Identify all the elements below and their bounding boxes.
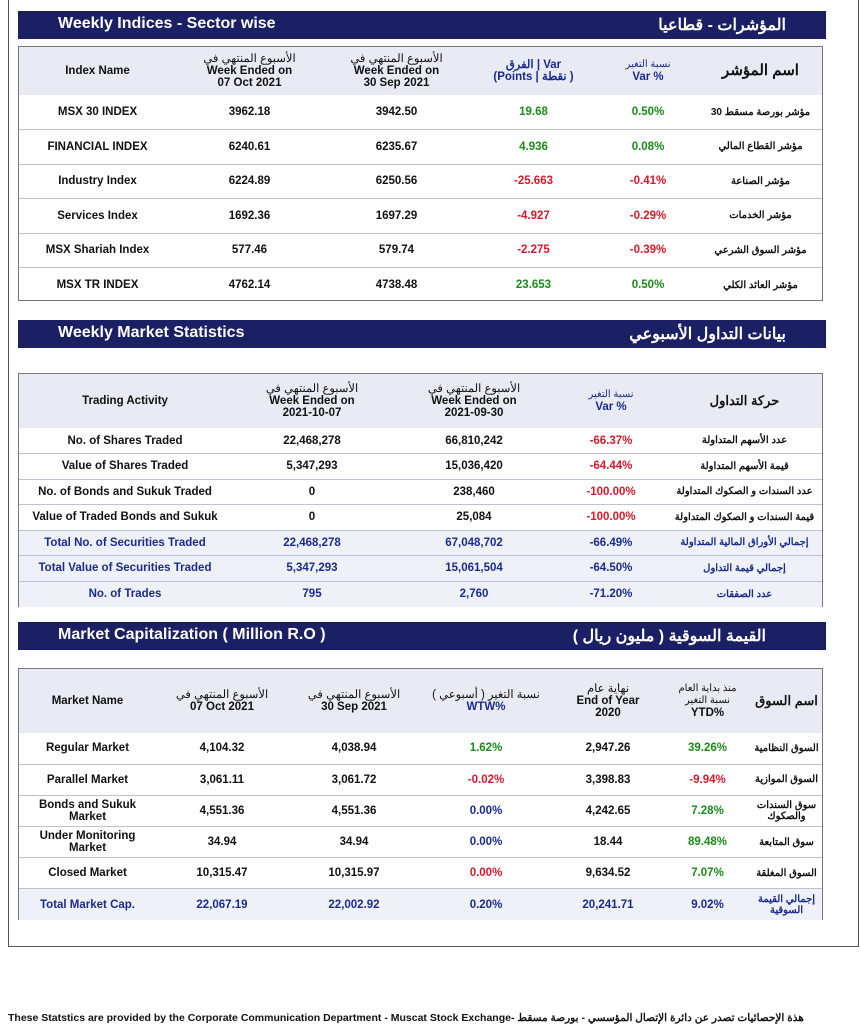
cap-ytd-pct: -9.94%: [664, 764, 751, 795]
col-week2: [323, 47, 470, 95]
stats-row: [19, 530, 822, 556]
stats-var-pct: -64.50%: [555, 556, 667, 582]
cap-market-name-ar: السوق المغلقة: [751, 858, 822, 889]
cap-market-name-ar: إجمالي القيمة السوقية: [751, 889, 822, 920]
col-var-pct-en: Var %: [632, 71, 664, 83]
stats-table-box: [18, 373, 823, 607]
col-stats-week2-ar: الأسبوع المنتهي في: [427, 383, 521, 395]
stats-week1-value: 22,468,278: [231, 530, 393, 556]
col-cap-wtw-en: WTW%: [466, 701, 506, 713]
col-var-line2: (Points | نقطة ): [493, 71, 574, 83]
cap-week1-value: 22,067.19: [156, 889, 288, 920]
index-week2-value: 1697.29: [323, 199, 470, 234]
col-cap-wtw-ar: نسبة التغير ( أسبوعي ): [432, 689, 540, 701]
stats-week1-value: 0: [231, 505, 393, 531]
col-stats-pct-ar: نسبة التغير: [588, 389, 634, 400]
index-week1-value: 577.46: [176, 233, 323, 268]
col-stats-week1-en: Week Ended on: [269, 395, 355, 407]
index-week1-value: 4762.14: [228, 279, 271, 291]
cap-week2-value: 10,315.97: [288, 858, 420, 889]
stats-table: [19, 374, 822, 607]
cap-ytd-pct: 39.26%: [664, 733, 751, 764]
col-week1: [176, 47, 323, 95]
col-activity-ar: حركة التداول: [667, 374, 822, 428]
col-cap-ytd-ar2: نسبة التغير: [684, 695, 731, 706]
index-var-points: 4.936: [470, 130, 597, 165]
stats-activity-name-ar: عدد الأسهم المتداولة: [667, 428, 822, 454]
stats-row: [19, 556, 822, 582]
cap-ytd-pct: 7.28%: [664, 795, 751, 826]
index-name: MSX 30 INDEX: [19, 95, 176, 130]
col-stats-week2-en: Week Ended on: [431, 395, 517, 407]
cap-week2-value: 4,038.94: [288, 733, 420, 764]
cap-row: [19, 795, 822, 826]
cap-week1-value: 10,315.47: [156, 858, 288, 889]
col-cap-ytd-ar1: منذ بداية العام: [678, 683, 737, 694]
stats-week1-value: 5,347,293: [231, 454, 393, 480]
cap-end-of-year: 18.44: [552, 827, 664, 858]
col-cap-ytd: [664, 669, 751, 733]
index-name-ar: مؤشر العائد الكلي: [723, 279, 798, 291]
stats-week2-value: 238,460: [393, 479, 555, 505]
col-index-name: Index Name: [19, 47, 176, 95]
cap-ytd-pct: 89.48%: [664, 827, 751, 858]
cap-market-name: Bonds and Sukuk Market: [19, 795, 156, 826]
index-week1-value: 6240.61: [176, 130, 323, 165]
cap-end-of-year: 4,242.65: [552, 795, 664, 826]
index-week1-value: 3962.18: [176, 95, 323, 130]
cap-week2-value: 34.94: [288, 827, 420, 858]
col-stats-pct-en: Var %: [595, 401, 627, 413]
cap-market-name-ar: سوق السندات والصكوك: [751, 795, 822, 826]
stats-var-pct: -71.20%: [555, 581, 667, 607]
cap-wtw-pct: 0.00%: [420, 795, 552, 826]
stats-activity-name: No. of Shares Traded: [19, 428, 231, 454]
cap-week1-value: 4,104.32: [156, 733, 288, 764]
cap-market-name: Total Market Cap.: [19, 889, 156, 920]
stats-row: [19, 428, 822, 454]
stats-row: [19, 581, 822, 607]
stats-week2-value: 66,810,242: [393, 428, 555, 454]
index-name: MSX Shariah Index: [19, 233, 176, 268]
col-cap-wtw: [420, 669, 552, 733]
col-market-name: Market Name: [19, 669, 156, 733]
cap-table: [19, 669, 822, 920]
cap-market-name: Under Monitoring Market: [19, 827, 156, 858]
stats-activity-name-ar: عدد الصفقات: [667, 581, 822, 607]
stats-week1-value: 22,468,278: [231, 428, 393, 454]
index-var-pct: -0.39%: [597, 233, 699, 268]
stats-week2-value: 15,061,504: [393, 556, 555, 582]
index-var-pct: -0.29%: [597, 199, 699, 234]
col-stats-pct: [555, 374, 667, 428]
cap-week1-value: 34.94: [156, 827, 288, 858]
stats-activity-name: No. of Trades: [19, 581, 231, 607]
stats-row: [19, 505, 822, 531]
stats-var-pct: -66.49%: [555, 530, 667, 556]
col-cap-week2: [288, 669, 420, 733]
index-var-pct: 0.50%: [597, 95, 699, 130]
stats-week2-value: 25,084: [393, 505, 555, 531]
col-week2-en: Week Ended on: [353, 65, 440, 77]
cap-row: [19, 889, 822, 920]
index-var-points: -2.275: [470, 233, 597, 268]
col-cap-eoy-en: End of Year: [576, 695, 640, 707]
index-name: Services Index: [19, 199, 176, 234]
stats-week2-value: 15,036,420: [393, 454, 555, 480]
col-cap-week1-date: 07 Oct 2021: [190, 701, 254, 713]
cap-row: [19, 764, 822, 795]
index-week2-value: 579.74: [323, 233, 470, 268]
col-cap-week1-ar: الأسبوع المنتهي في: [175, 689, 269, 701]
col-market-name-ar: اسم السوق: [751, 669, 822, 733]
col-var-line1: الفرق | Var: [505, 59, 562, 71]
col-stats-week1-date: 2021-10-07: [282, 407, 342, 419]
cap-market-name-ar: السوق النظامية: [751, 733, 822, 764]
indices-title-en: Weekly Indices - Sector wise: [58, 15, 276, 32]
index-var-pct: 0.50%: [631, 279, 665, 291]
cap-week2-value: 3,061.72: [288, 764, 420, 795]
index-week2-value: 6235.67: [323, 130, 470, 165]
index-row: [19, 164, 822, 199]
col-cap-eoy-ar: نهاية عام: [586, 683, 630, 695]
col-cap-eoy-year: 2020: [595, 707, 621, 719]
cap-title-en: Market Capitalization ( Million R.O ): [58, 626, 326, 643]
stats-activity-name-ar: قيمة السندات و الصكوك المتداولة: [667, 505, 822, 531]
cap-week2-value: 22,002.92: [288, 889, 420, 920]
col-activity: Trading Activity: [19, 374, 231, 428]
col-cap-week1: [156, 669, 288, 733]
cap-wtw-pct: 1.62%: [420, 733, 552, 764]
index-row: [19, 130, 822, 165]
cap-market-name-ar: السوق الموازية: [751, 764, 822, 795]
index-week2-value: 6250.56: [323, 164, 470, 199]
index-row: [19, 95, 822, 130]
col-cap-week2-date: 30 Sep 2021: [321, 701, 387, 713]
stats-title-ar: بيانات التداول الأسبوعي: [629, 326, 786, 343]
index-var-points: -4.927: [470, 199, 597, 234]
col-week2-ar: الأسبوع المنتهي في: [350, 53, 443, 65]
col-index-name-ar: اسم المؤشر: [699, 47, 822, 95]
index-name-ar: مؤشر بورصة مسقط 30: [699, 95, 822, 130]
cap-row: [19, 827, 822, 858]
stats-week2-value: 2,760: [393, 581, 555, 607]
cap-market-name: Closed Market: [19, 858, 156, 889]
index-week1-value: 1692.36: [176, 199, 323, 234]
cap-end-of-year: 2,947.26: [552, 733, 664, 764]
index-row: [19, 233, 822, 268]
cap-wtw-pct: 0.20%: [420, 889, 552, 920]
index-var-pct: -0.41%: [597, 164, 699, 199]
stats-activity-name-ar: إجمالي الأوراق المالية المتداولة: [667, 530, 822, 556]
stats-activity-name: Value of Traded Bonds and Sukuk: [19, 505, 231, 531]
index-week2-value: 3942.50: [323, 95, 470, 130]
index-week1-value: 6224.89: [176, 164, 323, 199]
stats-title-bar: [18, 320, 826, 348]
cap-wtw-pct: 0.00%: [420, 858, 552, 889]
stats-activity-name: Total No. of Securities Traded: [19, 530, 231, 556]
cap-end-of-year: 20,241.71: [552, 889, 664, 920]
stats-var-pct: -100.00%: [555, 505, 667, 531]
index-name-ar: مؤشر الخدمات: [699, 199, 822, 234]
indices-table: [19, 47, 822, 302]
stats-title-en: Weekly Market Statistics: [58, 324, 245, 341]
cap-ytd-pct: 7.07%: [664, 858, 751, 889]
cap-week1-value: 4,551.36: [156, 795, 288, 826]
col-stats-week1: [231, 374, 393, 428]
col-week2-date: 30 Sep 2021: [363, 77, 430, 89]
index-name-ar: مؤشر القطاع المالي: [699, 130, 822, 165]
stats-activity-name: Total Value of Securities Traded: [19, 556, 231, 582]
cap-row: [19, 733, 822, 764]
cap-table-box: [18, 668, 823, 920]
col-stats-week2-date: 2021-09-30: [444, 407, 504, 419]
cap-ytd-pct: 9.02%: [664, 889, 751, 920]
col-week1-en: Week Ended on: [206, 65, 293, 77]
cap-end-of-year: 9,634.52: [552, 858, 664, 889]
stats-week1-value: 795: [231, 581, 393, 607]
footer-note: These Statstics are provided by the Corporate Communication Department - Muscat Stock Exchange- هذة الإحصائيات تصدر عن دائرة الإتصال المؤسسي - بورصة مسقط: [8, 1012, 804, 1024]
col-var-points: [470, 47, 597, 95]
col-cap-week2-ar: الأسبوع المنتهي في: [307, 689, 401, 701]
cap-title-bar: [18, 622, 826, 650]
stats-activity-name-ar: إجمالي قيمة التداول: [667, 556, 822, 582]
col-week1-ar: الأسبوع المنتهي في: [203, 53, 296, 65]
cap-end-of-year: 3,398.83: [552, 764, 664, 795]
cap-wtw-pct: 0.00%: [420, 827, 552, 858]
cap-week2-value: 4,551.36: [288, 795, 420, 826]
index-var-points: 19.68: [470, 95, 597, 130]
stats-week1-value: 0: [231, 479, 393, 505]
stats-activity-name-ar: عدد السندات و الصكوك المتداولة: [667, 479, 822, 505]
stats-var-pct: -100.00%: [555, 479, 667, 505]
index-name: MSX TR INDEX: [56, 279, 139, 291]
cap-week1-value: 3,061.11: [156, 764, 288, 795]
index-name: Industry Index: [19, 164, 176, 199]
stats-var-pct: -64.44%: [555, 454, 667, 480]
indices-title-ar: المؤشرات - قطاعيا: [658, 17, 786, 34]
index-row: [19, 268, 822, 303]
stats-week1-value: 5,347,293: [231, 556, 393, 582]
stats-var-pct: -66.37%: [555, 428, 667, 454]
col-var-pct-ar: نسبة التغير: [625, 59, 671, 70]
stats-activity-name: Value of Shares Traded: [19, 454, 231, 480]
index-var-points: -25.663: [470, 164, 597, 199]
index-name: FINANCIAL INDEX: [19, 130, 176, 165]
index-var-points: 23.653: [515, 279, 552, 291]
cap-row: [19, 858, 822, 889]
col-cap-ytd-en: YTD%: [690, 707, 725, 719]
cap-market-name: Regular Market: [19, 733, 156, 764]
index-var-pct: 0.08%: [597, 130, 699, 165]
col-stats-week1-ar: الأسبوع المنتهي في: [265, 383, 359, 395]
cap-wtw-pct: -0.02%: [420, 764, 552, 795]
index-name-ar: مؤشر السوق الشرعي: [699, 233, 822, 268]
stats-row: [19, 454, 822, 480]
cap-market-name-ar: سوق المتابعة: [751, 827, 822, 858]
stats-row: [19, 479, 822, 505]
col-var-pct: [597, 47, 699, 95]
col-week1-date: 07 Oct 2021: [217, 77, 282, 89]
stats-week2-value: 67,048,702: [393, 530, 555, 556]
cap-market-name: Parallel Market: [19, 764, 156, 795]
index-name-ar: مؤشر الصناعة: [699, 164, 822, 199]
col-cap-eoy: [552, 669, 664, 733]
stats-activity-name: No. of Bonds and Sukuk Traded: [19, 479, 231, 505]
col-stats-week2: [393, 374, 555, 428]
index-week2-value: 4738.48: [375, 279, 418, 291]
index-row: [19, 199, 822, 234]
stats-activity-name-ar: قيمة الأسهم المتداولة: [667, 454, 822, 480]
cap-title-ar: القيمة السوقية ( مليون ريال ): [572, 628, 766, 645]
indices-table-box: [18, 46, 823, 301]
indices-title-bar: [18, 11, 826, 39]
